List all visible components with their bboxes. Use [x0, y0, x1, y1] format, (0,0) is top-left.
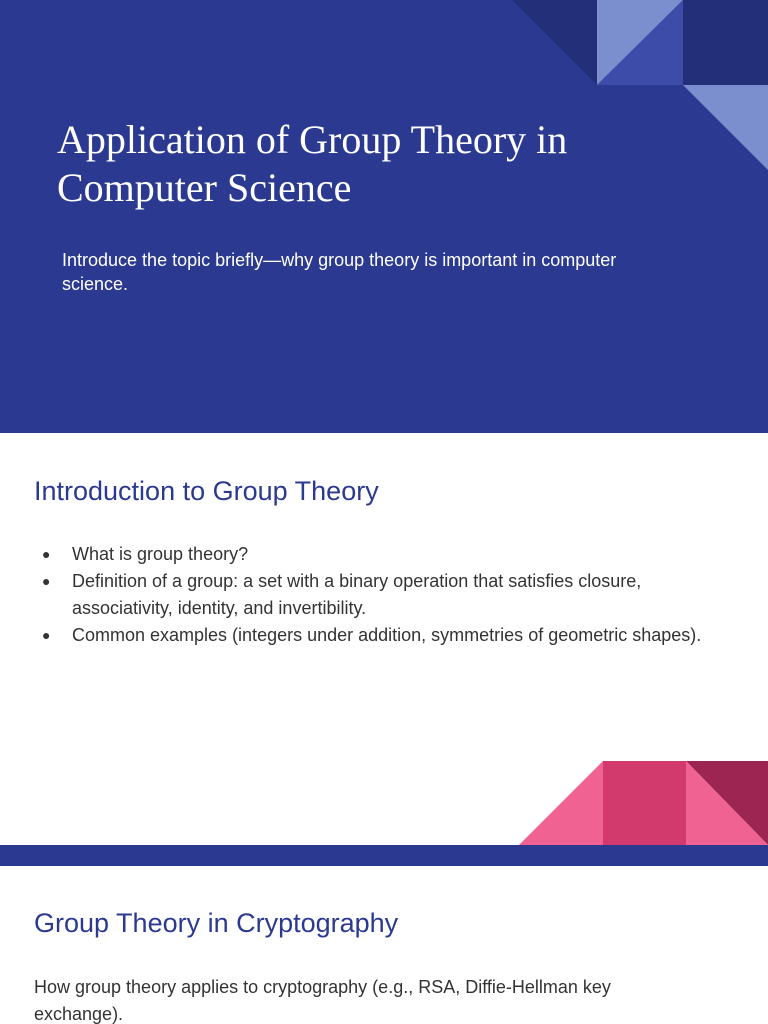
cryptography-slide [0, 866, 768, 1024]
slide-heading: Introduction to Group Theory [34, 476, 379, 506]
bullet-text: Definition of a group: a set with a binary operation that satisfies closure, associativity, identity, and invertibility. [72, 571, 642, 618]
corner-decoration [0, 433, 768, 845]
bullet-icon: ● [42, 627, 51, 643]
title-slide [0, 0, 768, 433]
slide-body-text: How group theory applies to cryptography (e.g., RSA, Diffie-Hellman key exchange). [34, 977, 611, 1024]
slide-title: Application of Group Theory in Computer Science [57, 117, 568, 210]
bullet-text: Common examples (integers under addition, symmetries of geometric shapes). [72, 625, 702, 645]
deco-pink-triangle [519, 761, 603, 845]
bullet-text: What is group theory? [72, 544, 249, 564]
slide-subtitle: Introduce the topic briefly—why group theory is important in computer science. [62, 250, 617, 294]
slide-heading: Group Theory in Cryptography [34, 908, 399, 938]
deco-magenta-square [603, 761, 686, 845]
slide-separator-band [0, 845, 768, 866]
deco-dark-square [683, 0, 768, 85]
bullet-icon: ● [42, 546, 51, 562]
corner-decoration [0, 0, 768, 433]
deco-light-triangle-lower [683, 85, 768, 170]
deco-dark-triangle [512, 0, 597, 85]
bullet-icon: ● [42, 573, 51, 589]
intro-slide [0, 433, 768, 845]
